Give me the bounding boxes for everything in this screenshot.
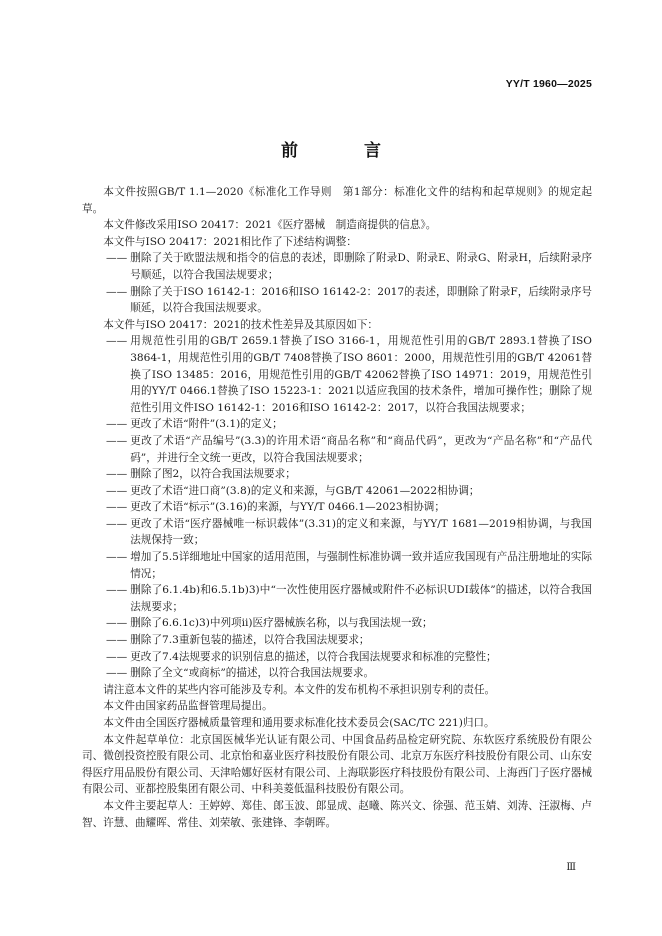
list-dash: ——: [106, 650, 128, 663]
list-item-text: 更改了术语“产品编号”(3.3)的许用术语“商品名称”和“商品代码”，更改为“产品名称”和“产品代码”，并进行全文统一更改，以符合我国法规要求；: [130, 434, 592, 464]
list-item-text: 删除了6.6.1c)3)中列项ⅱ)医疗器械族名称，以与我国法规一致；: [130, 617, 433, 630]
list-dash: ——: [106, 285, 128, 298]
list-item: [106, 665, 592, 682]
patent-notice: 请注意本文件的某些内容可能涉及专利。本文件的发布机构不承担识别专利的责任。: [103, 683, 496, 696]
list-item-text: 更改了术语“标示”(3.16)的来源，与YY/T 0466.1—2023相协调；: [130, 501, 445, 514]
list-item-text: 增加了5.5详细地址中国家的适用范围，与强制性标准协调一致并适应我国现有产品注册地址的实际情况；: [130, 551, 592, 580]
page-title: 前 言: [281, 141, 411, 161]
list-dash: ——: [106, 634, 128, 647]
list-dash: ——: [106, 551, 128, 564]
list-item: [106, 416, 592, 433]
list-item: [106, 250, 592, 283]
page-number: Ⅲ: [566, 862, 576, 873]
list-item: [106, 632, 592, 649]
list-dash: ——: [106, 252, 128, 265]
structure-change-list: [82, 250, 592, 316]
list-item-text: 删除了图2，以符合我国法规要求；: [130, 468, 296, 481]
list-item: [106, 549, 592, 582]
paragraph: 本文件修改采用ISO 20417：2021《医疗器械 制造商提供的信息》。: [103, 219, 437, 232]
list-dash: ——: [106, 434, 128, 447]
list-item: [106, 333, 592, 416]
list-dash: ——: [106, 484, 128, 497]
list-item-text: 删除了关于欧盟法规和指令的信息的表述，即删除了附录D、附录E、附录G、附录H，后续附录序号顺延，以符合我国法规要求；: [130, 252, 592, 281]
foreword-body: [82, 184, 592, 831]
list-item-text: 删除了7.3重新包装的描述，以符合我国法规要求；: [130, 634, 370, 647]
list-dash: ——: [106, 418, 128, 431]
list-item: [106, 649, 592, 666]
list-item-text: 更改了7.4法规要求的识别信息的描述，以符合我国法规要求和标准的完整性；: [130, 650, 497, 663]
drafters: 本文件主要起草人：王婷婷、郑佳、郎玉波、郎显成、赵曦、陈兴文、徐强、范玉婧、刘涛、汪淑梅、卢智、许慧、曲耀晖、常佳、刘荣敏、张建锋、李朝晖。: [82, 799, 592, 829]
list-dash: ——: [106, 335, 128, 348]
list-dash: ——: [106, 517, 128, 530]
list-dash: ——: [106, 617, 128, 630]
list-item: [106, 466, 592, 483]
list-item: [106, 284, 592, 317]
list-item: [106, 433, 592, 466]
list-item-text: 更改了术语“进口商”(3.8)的定义和来源，与GB/T 42061—2022相协调；: [130, 484, 480, 497]
list-item-text: 删除了关于ISO 16142-1：2016和ISO 16142-2：2017的表述，即删除了附录F，后续附录序号顺延，以符合我国法规要求。: [130, 285, 592, 315]
proposer-statement: 本文件由国家药品监督管理局提出。: [103, 700, 273, 713]
list-item-text: 更改了术语“医疗器械唯一标识载体”(3.31)的定义和来源，与YY/T 1681—2019相协调，与我国法规保持一致；: [130, 517, 592, 547]
list-item-text: 更改了术语“附件”(3.1)的定义；: [130, 418, 283, 431]
committee-statement: 本文件由全国医疗器械质量管理和通用要求标准化技术委员会(SAC/TC 221)归口。: [103, 717, 495, 729]
list-dash: ——: [106, 667, 128, 680]
list-dash: ——: [106, 501, 128, 514]
list-item: [106, 516, 592, 549]
list-item: [106, 483, 592, 500]
list-item-text: 删除了6.1.4b)和6.5.1b)3)中“一次性使用医疗器械或附件不必标识UDI载体”的描述，以符合我国法规要求；: [130, 584, 592, 613]
list-item: [106, 499, 592, 516]
paragraph: 本文件与ISO 20417：2021的技术性差异及其原因如下：: [103, 318, 379, 331]
list-dash: ——: [106, 584, 128, 597]
standard-code: YY/T 1960—2025: [505, 78, 592, 90]
list-item-text: 删除了全文“或商标”的描述，以符合我国法规要求。: [130, 667, 375, 680]
list-item: [106, 615, 592, 632]
paragraph: 本文件按照GB/T 1.1—2020《标准化工作导则 第1部分：标准化文件的结构和起草规则》的规定起草。: [82, 186, 592, 215]
technical-change-list: [82, 333, 592, 681]
drafting-organizations: 本文件起草单位：北京国医械华光认证有限公司、中国食品药品检定研究院、东软医疗系统股份有限公司、微创投资控股有限公司、北京怡和嘉业医疗科技股份有限公司、北京万东医疗科技股份有限公司、山东安得医疗用品股份有限公司、天津哈娜好医材有限公司、上海联影医疗科技股份有限公司、上海西门子医疗器械有限公司、亚都控股集团有限公司、中科美菱低温科技股份有限公司。: [82, 733, 592, 796]
list-dash: ——: [106, 468, 128, 481]
list-item-text: 用规范性引用的GB/T 2659.1替换了ISO 3166-1，用规范性引用的GB/T 2893.1替换了ISO 3864-1，用规范性引用的GB/T 7408替换了ISO 8601：2000，用规范性引用的GB/T 42061替换了ISO 13485：2016，用规范性引用的GB/T 42062替换了ISO 14971：2019，用规范性引用的YY/T 0466.1替换了ISO 15223-1：2021以适应我国的技术条件，增加可操作性；删除了规范性引用文件ISO 16142-1：2016和ISO 16142-2：2017，以符合我国法规要求；: [130, 335, 592, 414]
list-item: [106, 582, 592, 615]
paragraph: 本文件与ISO 20417：2021相比作了下述结构调整：: [103, 235, 357, 248]
